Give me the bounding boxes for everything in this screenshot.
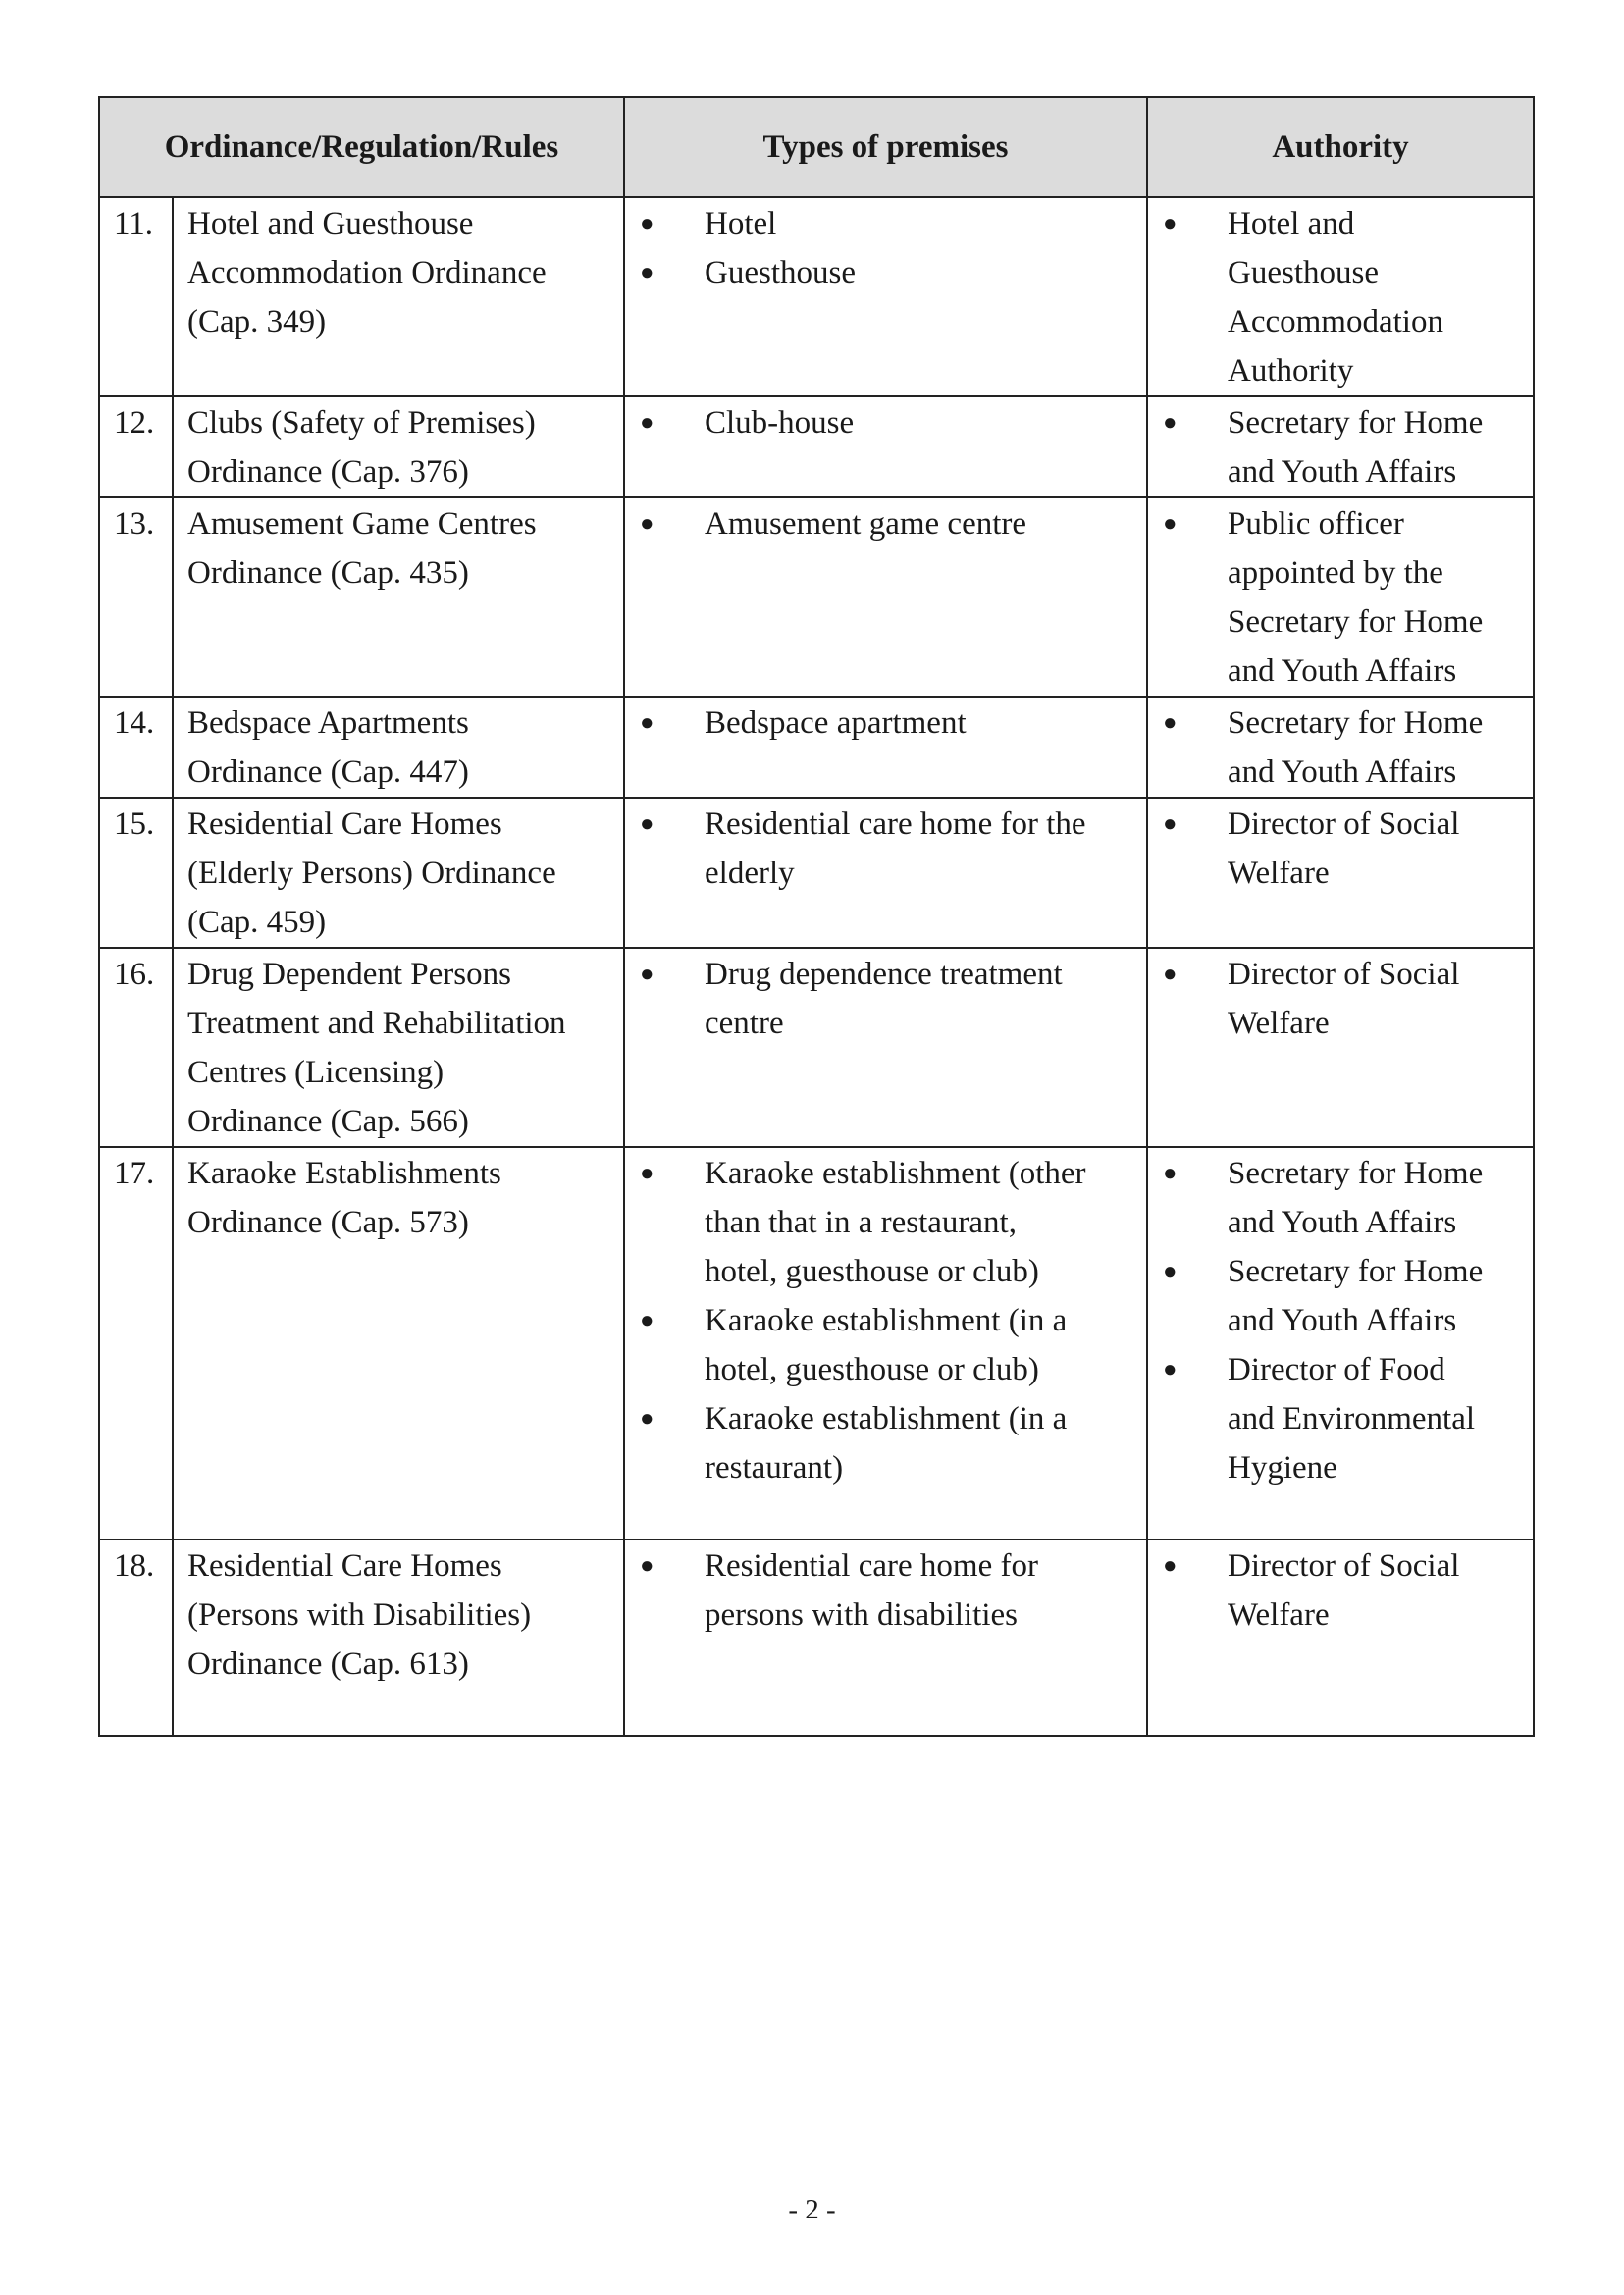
premises-line: Guesthouse bbox=[705, 255, 856, 290]
ordinance-line: Ordinance (Cap. 573) bbox=[187, 1205, 469, 1240]
bullet-icon: ● bbox=[640, 710, 655, 736]
bullet-icon: ● bbox=[1163, 1357, 1178, 1382]
ordinance-cell bbox=[173, 697, 624, 798]
authority-list bbox=[1161, 950, 1525, 1048]
authority-line: and Youth Affairs bbox=[1228, 1303, 1457, 1338]
authority-line: Welfare bbox=[1228, 1006, 1330, 1041]
table-row bbox=[99, 697, 1534, 798]
premises-cell bbox=[624, 1539, 1147, 1736]
table-header bbox=[99, 97, 1534, 197]
premises-list bbox=[638, 1149, 1138, 1492]
ordinance-cell bbox=[173, 798, 624, 948]
premises-list bbox=[638, 950, 1138, 1048]
ordinance-cell bbox=[173, 396, 624, 497]
authority-line: Hygiene bbox=[1228, 1450, 1337, 1486]
bullet-icon: ● bbox=[1163, 1259, 1178, 1284]
bullet-icon: ● bbox=[1163, 811, 1178, 837]
premises-item bbox=[638, 800, 1138, 898]
premises-list bbox=[638, 499, 1138, 548]
authority-list bbox=[1161, 1149, 1525, 1492]
authority-item bbox=[1161, 199, 1525, 395]
ordinance-line: Ordinance (Cap. 613) bbox=[187, 1646, 469, 1682]
authority-line: Secretary for Home bbox=[1228, 705, 1484, 741]
authority-line: Accommodation bbox=[1228, 304, 1443, 339]
ordinance-line: Treatment and Rehabilitation bbox=[187, 1006, 566, 1041]
authority-line: Secretary for Home bbox=[1228, 1254, 1484, 1289]
bullet-icon: ● bbox=[1163, 511, 1178, 537]
row-number: 18. bbox=[99, 1539, 173, 1736]
premises-list bbox=[638, 1541, 1138, 1640]
premises-item bbox=[638, 699, 1138, 748]
ordinance-line: (Elderly Persons) Ordinance bbox=[187, 856, 556, 891]
ordinance-cell bbox=[173, 1147, 624, 1539]
premises-line: hotel, guesthouse or club) bbox=[705, 1254, 1039, 1289]
authority-list bbox=[1161, 699, 1525, 797]
authority-line: Director of Social bbox=[1228, 807, 1460, 842]
premises-item bbox=[638, 1149, 1138, 1296]
premises-line: Drug dependence treatment bbox=[705, 957, 1063, 992]
premises-line: hotel, guesthouse or club) bbox=[705, 1352, 1039, 1387]
authority-cell bbox=[1147, 1539, 1534, 1736]
ordinance-line: Accommodation Ordinance bbox=[187, 255, 547, 290]
bullet-icon: ● bbox=[1163, 1161, 1178, 1186]
bullet-icon: ● bbox=[1163, 211, 1178, 236]
premises-cell bbox=[624, 1147, 1147, 1539]
premises-line: persons with disabilities bbox=[705, 1597, 1018, 1633]
premises-cell bbox=[624, 197, 1147, 396]
premises-list bbox=[638, 699, 1138, 748]
authority-line: and Environmental bbox=[1228, 1401, 1476, 1436]
ordinance-line: Amusement Game Centres bbox=[187, 506, 537, 542]
table-row bbox=[99, 1539, 1534, 1736]
authority-item bbox=[1161, 950, 1525, 1048]
bullet-icon: ● bbox=[640, 211, 655, 236]
authority-line: Secretary for Home bbox=[1228, 405, 1484, 441]
bullet-icon: ● bbox=[1163, 962, 1178, 987]
premises-list bbox=[638, 398, 1138, 447]
authority-list bbox=[1161, 499, 1525, 696]
ordinance-line: Clubs (Safety of Premises) bbox=[187, 405, 536, 441]
authority-cell bbox=[1147, 697, 1534, 798]
table-row bbox=[99, 396, 1534, 497]
ordinance-line: Centres (Licensing) bbox=[187, 1055, 445, 1090]
premises-line: than that in a restaurant, bbox=[705, 1205, 1017, 1240]
premises-line: Amusement game centre bbox=[705, 506, 1027, 542]
authority-list bbox=[1161, 199, 1525, 395]
authority-line: Welfare bbox=[1228, 1597, 1330, 1633]
ordinance-line: Hotel and Guesthouse bbox=[187, 206, 474, 241]
premises-line: Karaoke establishment (other bbox=[705, 1156, 1086, 1191]
ordinance-line: Karaoke Establishments bbox=[187, 1156, 501, 1191]
premises-list bbox=[638, 199, 1138, 297]
premises-line: centre bbox=[705, 1006, 784, 1041]
premises-line: restaurant) bbox=[705, 1450, 844, 1486]
premises-item bbox=[638, 950, 1138, 1048]
table-body bbox=[99, 197, 1534, 1736]
ordinance-line: Bedspace Apartments bbox=[187, 705, 469, 741]
header-ordinance: Ordinance/Regulation/Rules bbox=[99, 97, 624, 197]
authority-item bbox=[1161, 1247, 1525, 1345]
authority-line: Authority bbox=[1228, 353, 1354, 389]
authority-line: Guesthouse bbox=[1228, 255, 1379, 290]
bullet-icon: ● bbox=[640, 1161, 655, 1186]
premises-list bbox=[638, 800, 1138, 898]
header-premises: Types of premises bbox=[624, 97, 1147, 197]
ordinance-line: Ordinance (Cap. 447) bbox=[187, 755, 469, 790]
authority-line: Welfare bbox=[1228, 856, 1330, 891]
authority-item bbox=[1161, 1345, 1525, 1492]
row-number: 11. bbox=[99, 197, 173, 396]
authority-line: and Youth Affairs bbox=[1228, 454, 1457, 490]
ordinance-table bbox=[98, 96, 1535, 1737]
authority-line: Hotel and bbox=[1228, 206, 1355, 241]
ordinance-line: Drug Dependent Persons bbox=[187, 957, 511, 992]
table-row bbox=[99, 197, 1534, 396]
ordinance-line: (Cap. 349) bbox=[187, 304, 327, 339]
premises-cell bbox=[624, 396, 1147, 497]
authority-item bbox=[1161, 1149, 1525, 1247]
page-number: - 2 - bbox=[788, 2194, 836, 2225]
ordinance-cell bbox=[173, 1539, 624, 1736]
premises-item bbox=[638, 1541, 1138, 1640]
premises-line: Residential care home for bbox=[705, 1548, 1038, 1584]
authority-list bbox=[1161, 398, 1525, 496]
row-number: 15. bbox=[99, 798, 173, 948]
premises-line: Bedspace apartment bbox=[705, 705, 967, 741]
premises-item bbox=[638, 199, 1138, 248]
premises-cell bbox=[624, 497, 1147, 697]
table-row bbox=[99, 1147, 1534, 1539]
ordinance-line: (Persons with Disabilities) bbox=[187, 1597, 532, 1633]
authority-line: and Youth Affairs bbox=[1228, 755, 1457, 790]
row-number: 17. bbox=[99, 1147, 173, 1539]
premises-cell bbox=[624, 798, 1147, 948]
header-authority: Authority bbox=[1147, 97, 1534, 197]
authority-item bbox=[1161, 1541, 1525, 1640]
bullet-icon: ● bbox=[1163, 710, 1178, 736]
ordinance-line: (Cap. 459) bbox=[187, 905, 327, 940]
authority-cell bbox=[1147, 1147, 1534, 1539]
row-number: 12. bbox=[99, 396, 173, 497]
table-row bbox=[99, 948, 1534, 1147]
authority-line: Director of Food bbox=[1228, 1352, 1445, 1387]
premises-item bbox=[638, 248, 1138, 297]
premises-line: Hotel bbox=[705, 206, 777, 241]
authority-line: Secretary for Home bbox=[1228, 604, 1484, 640]
table-row bbox=[99, 497, 1534, 697]
authority-cell bbox=[1147, 798, 1534, 948]
ordinance-line: Ordinance (Cap. 435) bbox=[187, 555, 469, 591]
bullet-icon: ● bbox=[640, 511, 655, 537]
bullet-icon: ● bbox=[640, 260, 655, 286]
header-row bbox=[99, 97, 1534, 197]
authority-item bbox=[1161, 800, 1525, 898]
bullet-icon: ● bbox=[1163, 410, 1178, 436]
table-row bbox=[99, 798, 1534, 948]
row-number: 13. bbox=[99, 497, 173, 697]
ordinance-line: Residential Care Homes bbox=[187, 807, 502, 842]
premises-line: elderly bbox=[705, 856, 795, 891]
ordinance-cell bbox=[173, 948, 624, 1147]
authority-item bbox=[1161, 499, 1525, 696]
ordinance-line: Ordinance (Cap. 566) bbox=[187, 1104, 469, 1139]
authority-cell bbox=[1147, 197, 1534, 396]
ordinance-line: Residential Care Homes bbox=[187, 1548, 502, 1584]
bullet-icon: ● bbox=[1163, 1553, 1178, 1579]
authority-line: appointed by the bbox=[1228, 555, 1443, 591]
ordinance-line: Ordinance (Cap. 376) bbox=[187, 454, 469, 490]
authority-line: Director of Social bbox=[1228, 957, 1460, 992]
premises-item bbox=[638, 499, 1138, 548]
bullet-icon: ● bbox=[640, 1553, 655, 1579]
ordinance-cell bbox=[173, 197, 624, 396]
authority-line: Director of Social bbox=[1228, 1548, 1460, 1584]
authority-line: and Youth Affairs bbox=[1228, 1205, 1457, 1240]
premises-item bbox=[638, 398, 1138, 447]
bullet-icon: ● bbox=[640, 811, 655, 837]
premises-item bbox=[638, 1296, 1138, 1394]
row-number: 16. bbox=[99, 948, 173, 1147]
premises-line: Karaoke establishment (in a bbox=[705, 1401, 1068, 1436]
premises-line: Club-house bbox=[705, 405, 855, 441]
premises-line: Residential care home for the bbox=[705, 807, 1086, 842]
authority-cell bbox=[1147, 497, 1534, 697]
authority-list bbox=[1161, 800, 1525, 898]
authority-item bbox=[1161, 699, 1525, 797]
premises-cell bbox=[624, 697, 1147, 798]
premises-cell bbox=[624, 948, 1147, 1147]
authority-cell bbox=[1147, 948, 1534, 1147]
authority-line: and Youth Affairs bbox=[1228, 653, 1457, 689]
bullet-icon: ● bbox=[640, 410, 655, 436]
authority-line: Secretary for Home bbox=[1228, 1156, 1484, 1191]
authority-cell bbox=[1147, 396, 1534, 497]
authority-line: Public officer bbox=[1228, 506, 1404, 542]
bullet-icon: ● bbox=[640, 1406, 655, 1432]
row-number: 14. bbox=[99, 697, 173, 798]
authority-list bbox=[1161, 1541, 1525, 1640]
bullet-icon: ● bbox=[640, 1308, 655, 1333]
premises-item bbox=[638, 1394, 1138, 1492]
ordinance-cell bbox=[173, 497, 624, 697]
premises-line: Karaoke establishment (in a bbox=[705, 1303, 1068, 1338]
authority-item bbox=[1161, 398, 1525, 496]
bullet-icon: ● bbox=[640, 962, 655, 987]
